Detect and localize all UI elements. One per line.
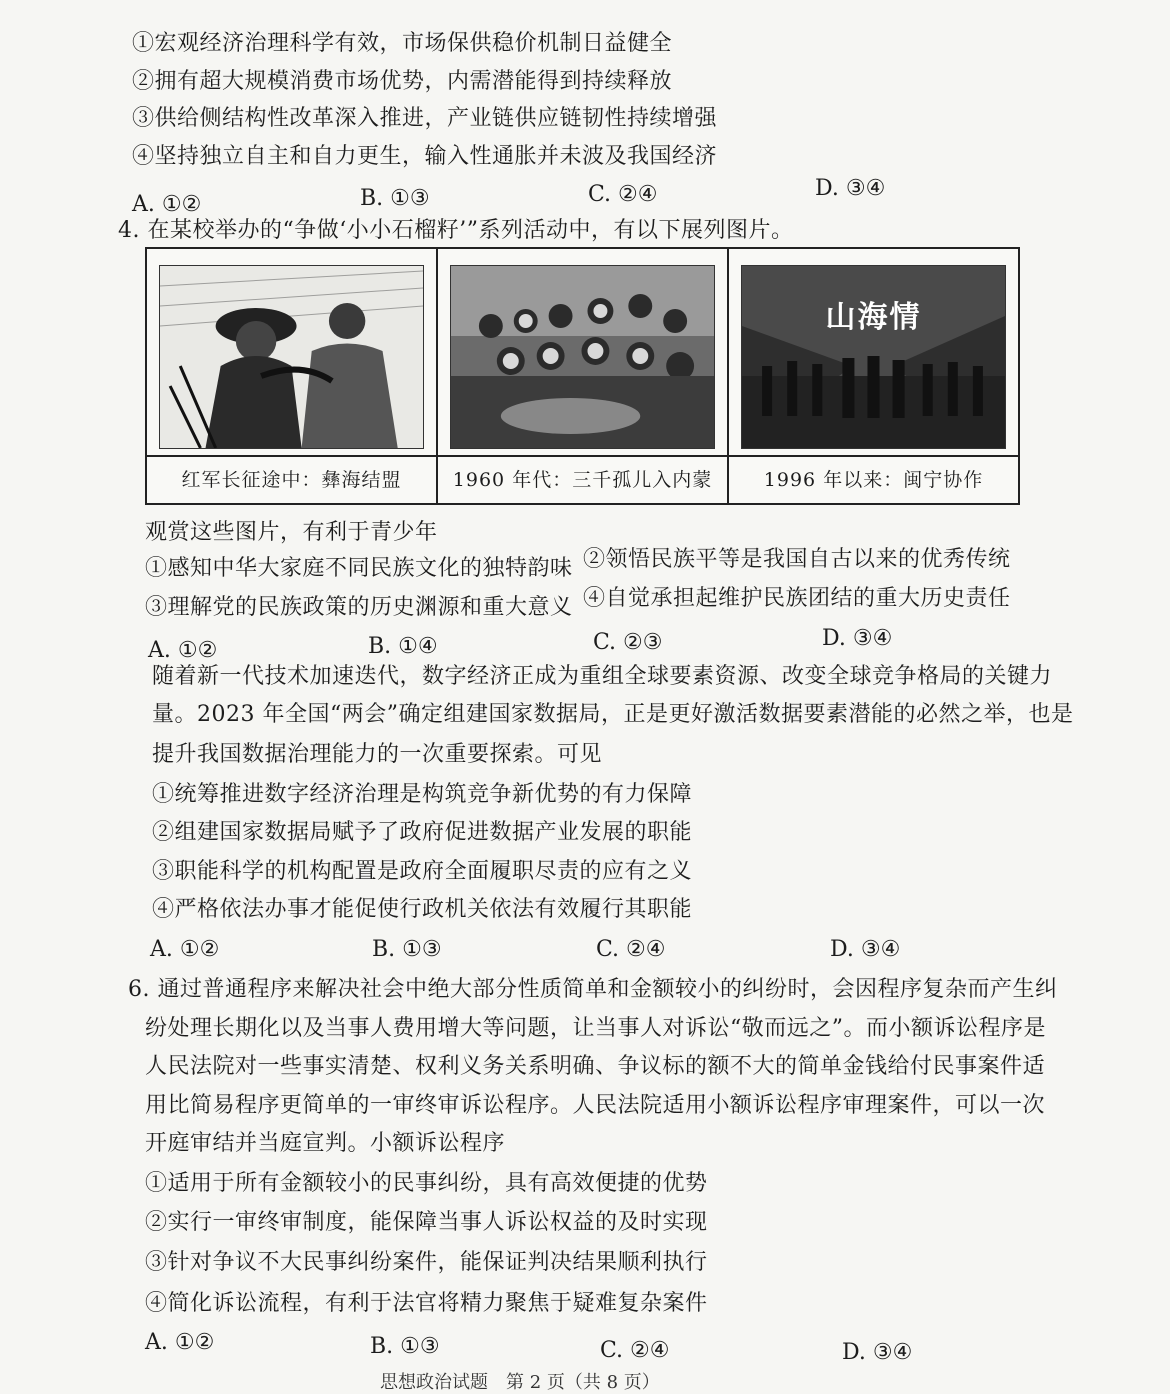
q6-item-2: ②实行一审终审制度，能保障当事人诉讼权益的及时实现 [145, 1210, 708, 1235]
q3-option-b: B. ①③ [360, 186, 430, 211]
q4-item-1: ①感知中华大家庭不同民族文化的独特韵味 [145, 556, 573, 581]
q5-option-d: D. ③④ [830, 937, 901, 962]
q6-item-3: ③针对争议不大民事纠纷案件，能保证判决结果顺利执行 [145, 1250, 708, 1275]
q6-item-4: ④简化诉讼流程，有利于法官将精力聚焦于疑难复杂案件 [145, 1291, 708, 1316]
q5-option-a: A. ①② [150, 937, 220, 962]
photo-orphans-inner-mongolia [450, 265, 715, 449]
caption-2: 1960 年代：三千孤儿入内蒙 [438, 455, 727, 503]
q5-item-4: ④严格依法办事才能促使行政机关依法有效履行其职能 [152, 897, 693, 922]
figure-cell-1 [147, 249, 438, 503]
q3-item-2: ②拥有超大规模消费市场优势，内需潜能得到持续释放 [132, 69, 673, 94]
poster-title: 山海情 [825, 300, 922, 335]
q4-item-2: ②领悟民族平等是我国自古以来的优秀传统 [583, 547, 1011, 572]
q4-item-4: ④自觉承担起维护民族团结的重大历史责任 [583, 586, 1011, 611]
q3-option-c: C. ②④ [588, 182, 658, 207]
q3-item-4: ④坚持独立自主和自力更生，输入性通胀并未波及我国经济 [132, 144, 718, 169]
q3-item-1: ①宏观经济治理科学有效，市场保供稳价机制日益健全 [132, 31, 673, 56]
q6-option-b: B. ①③ [370, 1334, 440, 1359]
figure-table [145, 247, 1020, 505]
q5-item-3: ③职能科学的机构配置是政府全面履职尽责的应有之义 [152, 859, 693, 884]
q6-stem-line-5: 开庭审结并当庭宣判。小额诉讼程序 [145, 1131, 506, 1156]
photo-minning-poster [741, 265, 1006, 449]
q6-option-a: A. ①② [145, 1330, 215, 1355]
page-footer: 思想政治试题 第 2 页（共 8 页） [380, 1372, 660, 1393]
q5-item-2: ②组建国家数据局赋予了政府促进数据产业发展的职能 [152, 820, 693, 845]
q6-item-1: ①适用于所有金额较小的民事纠纷，具有高效便捷的优势 [145, 1171, 708, 1196]
q4-stem: 4. 在某校举办的“争做‘小小石榴籽’”系列活动中，有以下展列图片。 [118, 218, 794, 243]
q6-stem-line-3: 人民法院对一些事实清楚、权利义务关系明确、争议标的额不大的简单金钱给付民事案件适 [145, 1054, 1046, 1079]
q4-option-b: B. ①④ [368, 634, 438, 659]
figure-cell-3 [729, 249, 1018, 503]
photo-yihai-alliance [159, 265, 424, 449]
q5-option-b: B. ①③ [372, 937, 442, 962]
q5-option-c: C. ②④ [596, 937, 666, 962]
q5-item-1: ①统筹推进数字经济治理是构筑竞争新优势的有力保障 [152, 782, 693, 807]
q3-option-a: A. ①② [132, 192, 202, 217]
q6-stem-line-1: 6. 通过普通程序来解决社会中绝大部分性质简单和金额较小的纠纷时，会因程序复杂而产生纠 [128, 977, 1058, 1002]
q4-option-a: A. ①② [148, 638, 218, 663]
q4-option-d: D. ③④ [822, 626, 893, 651]
figure-cell-2 [438, 249, 729, 503]
q5-stem-line-1: 随着新一代技术加速迭代，数字经济正成为重组全球要素资源、改变全球竞争格局的关键力 [152, 664, 1053, 689]
q4-lead: 观赏这些图片，有利于青少年 [145, 520, 438, 545]
q3-item-3: ③供给侧结构性改革深入推进，产业链供应链韧性持续增强 [132, 106, 718, 131]
q6-option-c: C. ②④ [600, 1338, 670, 1363]
q6-stem-line-2: 纷处理长期化以及当事人费用增大等问题，让当事人对诉讼“敬而远之”。而小额诉讼程序是 [145, 1016, 1046, 1041]
q5-stem-line-2: 量。2023 年全国“两会”确定组建国家数据局，正是更好激活数据要素潜能的必然之举，也是 [152, 702, 1074, 727]
caption-1: 红军长征途中：彝海结盟 [147, 455, 436, 503]
caption-3: 1996 年以来：闽宁协作 [729, 455, 1018, 503]
q4-option-c: C. ②③ [593, 630, 663, 655]
q5-stem-line-3: 提升我国数据治理能力的一次重要探索。可见 [152, 742, 603, 767]
q6-option-d: D. ③④ [842, 1340, 913, 1365]
q3-option-d: D. ③④ [815, 176, 886, 201]
q6-stem-line-4: 用比简易程序更简单的一审终审诉讼程序。人民法院适用小额诉讼程序审理案件，可以一次 [145, 1093, 1046, 1118]
q4-item-3: ③理解党的民族政策的历史渊源和重大意义 [145, 595, 573, 620]
